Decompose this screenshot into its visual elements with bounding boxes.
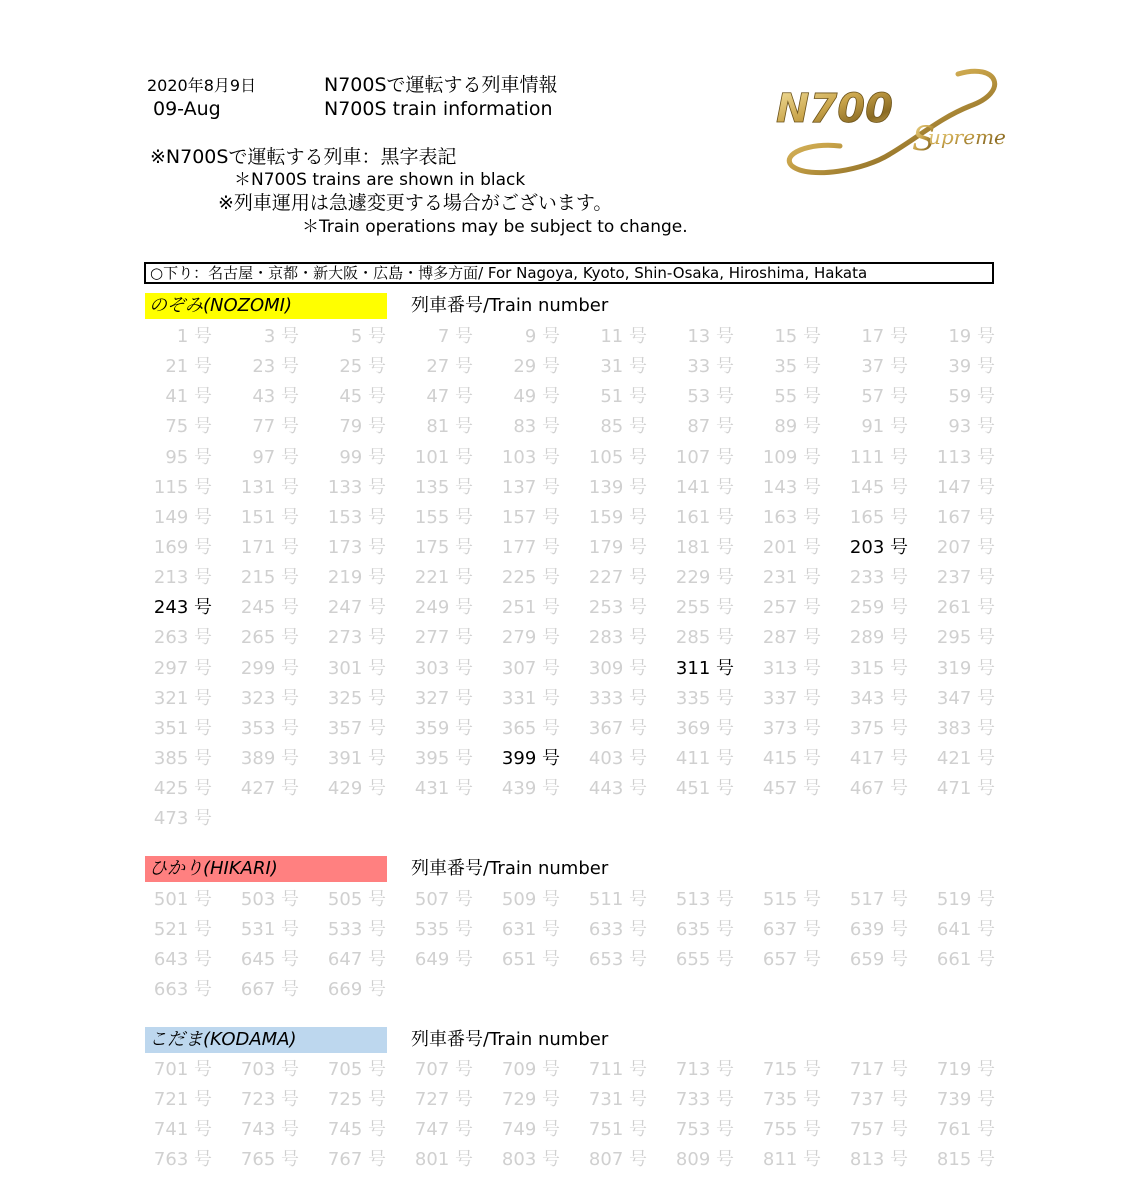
- train-number: 263 号: [153, 627, 212, 649]
- train-number: 27 号: [426, 356, 473, 378]
- train-number: 23 号: [252, 356, 299, 378]
- train-number: 663 号: [153, 979, 212, 1001]
- train-grid-kodama: [140, 1057, 1010, 1178]
- train-row: [140, 716, 1010, 746]
- train-number: 49 号: [513, 386, 560, 408]
- train-number: 411 号: [675, 747, 734, 769]
- train-number: 37 号: [861, 356, 908, 378]
- train-number: 133 号: [327, 476, 386, 498]
- train-number: 265 号: [240, 627, 299, 649]
- train-number: 277 号: [414, 627, 473, 649]
- train-number: 373 号: [762, 717, 821, 739]
- train-row: [140, 887, 1010, 917]
- train-number: 83 号: [513, 416, 560, 438]
- train-number-header-kodama: 列車番号/Train number: [411, 1029, 609, 1050]
- train-number-n700s: 399 号: [501, 747, 560, 769]
- train-row: [140, 354, 1010, 384]
- train-number: 645 号: [240, 949, 299, 971]
- svg-text:S: S: [912, 119, 936, 159]
- train-number: 503 号: [240, 889, 299, 910]
- train-number: 375 号: [849, 717, 908, 739]
- train-number: 135 号: [414, 476, 473, 498]
- train-number: 323 号: [240, 687, 299, 709]
- train-row: [140, 947, 1010, 977]
- train-number: 639 号: [849, 919, 908, 941]
- train-number: 39 号: [948, 356, 995, 378]
- train-number: 157 号: [501, 506, 560, 528]
- train-number: 35 号: [774, 356, 821, 378]
- train-number: 299 号: [240, 657, 299, 679]
- train-number: 809 号: [675, 1149, 734, 1171]
- train-number: 761 号: [936, 1119, 995, 1141]
- train-number: 443 号: [588, 778, 647, 800]
- train-number: 631 号: [501, 919, 560, 941]
- train-number: 439 号: [501, 778, 560, 800]
- train-number: 139 号: [588, 476, 647, 498]
- date-en: 09-Aug: [153, 98, 221, 120]
- train-number: 95 号: [165, 446, 212, 468]
- train-number: 79 号: [339, 416, 386, 438]
- train-number: 131 号: [240, 476, 299, 498]
- train-number: 109 号: [762, 446, 821, 468]
- train-number: 91 号: [861, 416, 908, 438]
- train-number: 515 号: [762, 889, 821, 910]
- train-number: 427 号: [240, 778, 299, 800]
- train-number: 43 号: [252, 386, 299, 408]
- train-number: 225 号: [501, 567, 560, 589]
- train-number: 647 号: [327, 949, 386, 971]
- train-row: [140, 625, 1010, 655]
- train-number: 467 号: [849, 778, 908, 800]
- train-number: 47 号: [426, 386, 473, 408]
- train-number: 143 号: [762, 476, 821, 498]
- train-number: 711 号: [588, 1059, 647, 1080]
- train-row: [140, 505, 1010, 535]
- train-number: 803 号: [501, 1149, 560, 1171]
- train-number: 813 号: [849, 1149, 908, 1171]
- train-number: 457 号: [762, 778, 821, 800]
- train-row: [140, 535, 1010, 565]
- train-number: 111 号: [849, 446, 908, 468]
- train-number: 249 号: [414, 597, 473, 619]
- train-row: [140, 686, 1010, 716]
- train-number: 41 号: [165, 386, 212, 408]
- n700-supreme-logo: [770, 62, 1020, 182]
- train-number: 1 号: [176, 326, 212, 347]
- train-number: 17 号: [861, 326, 908, 347]
- train-number: 247 号: [327, 597, 386, 619]
- train-number: 89 号: [774, 416, 821, 438]
- train-number: 221 号: [414, 567, 473, 589]
- train-number: 149 号: [153, 506, 212, 528]
- train-number: 261 号: [936, 597, 995, 619]
- section-label-kodama: こだま(KODAMA): [145, 1027, 387, 1053]
- train-number: 257 号: [762, 597, 821, 619]
- train-number: 165 号: [849, 506, 908, 528]
- train-number: 429 号: [327, 778, 386, 800]
- train-number: 173 号: [327, 536, 386, 558]
- train-number: 13 号: [687, 326, 734, 347]
- train-number: 719 号: [936, 1059, 995, 1080]
- train-number: 279 号: [501, 627, 560, 649]
- train-number: 521 号: [153, 919, 212, 941]
- train-number: 431 号: [414, 778, 473, 800]
- train-number: 403 号: [588, 747, 647, 769]
- train-number: 335 号: [675, 687, 734, 709]
- train-number: 259 号: [849, 597, 908, 619]
- train-row: [140, 806, 1010, 836]
- train-number: 163 号: [762, 506, 821, 528]
- train-row: [140, 324, 1010, 354]
- train-number: 667 号: [240, 979, 299, 1001]
- train-number: 751 号: [588, 1119, 647, 1141]
- train-number: 703 号: [240, 1059, 299, 1080]
- train-number: 389 号: [240, 747, 299, 769]
- train-number: 763 号: [153, 1149, 212, 1171]
- train-number: 153 号: [327, 506, 386, 528]
- train-number: 113 号: [936, 446, 995, 468]
- train-number: 383 号: [936, 717, 995, 739]
- train-row: [140, 1057, 1010, 1087]
- section-label-nozomi: のぞみ(NOZOMI): [145, 293, 387, 319]
- train-row: [140, 656, 1010, 686]
- train-number: 641 号: [936, 919, 995, 941]
- train-number: 367 号: [588, 717, 647, 739]
- train-number: 739 号: [936, 1089, 995, 1111]
- train-number: 115 号: [153, 476, 212, 498]
- train-number: 231 号: [762, 567, 821, 589]
- train-number: 321 号: [153, 687, 212, 709]
- note-black-trains-jp: ※N700Sで運転する列車：黒字表記: [150, 146, 457, 168]
- train-number: 721 号: [153, 1089, 212, 1111]
- direction-banner: ○下り：名古屋・京都・新大阪・広島・博多方面/ For Nagoya, Kyoto, Shin-Osaka, Hiroshima, Hakata: [144, 262, 994, 284]
- train-number: 765 号: [240, 1149, 299, 1171]
- train-row: [140, 595, 1010, 625]
- train-number: 801 号: [414, 1149, 473, 1171]
- train-row: [140, 917, 1010, 947]
- train-number: 517 号: [849, 889, 908, 910]
- train-number-n700s: 243 号: [153, 597, 212, 619]
- train-row: [140, 746, 1010, 776]
- train-number: 81 号: [426, 416, 473, 438]
- train-number-n700s: 311 号: [675, 657, 734, 679]
- train-grid-nozomi: [140, 324, 1010, 836]
- train-number: 705 号: [327, 1059, 386, 1080]
- train-number: 301 号: [327, 657, 386, 679]
- train-number: 295 号: [936, 627, 995, 649]
- train-number: 395 号: [414, 747, 473, 769]
- train-number: 365 号: [501, 717, 560, 739]
- train-number: 357 号: [327, 717, 386, 739]
- train-number: 177 号: [501, 536, 560, 558]
- train-number: 207 号: [936, 536, 995, 558]
- train-number: 755 号: [762, 1119, 821, 1141]
- train-number: 29 号: [513, 356, 560, 378]
- train-number: 733 号: [675, 1089, 734, 1111]
- train-number: 5 号: [350, 326, 386, 347]
- train-number: 649 号: [414, 949, 473, 971]
- train-number: 669 号: [327, 979, 386, 1001]
- train-number: 283 号: [588, 627, 647, 649]
- svg-text:N700: N700: [776, 86, 893, 132]
- train-number: 25 号: [339, 356, 386, 378]
- train-number: 297 号: [153, 657, 212, 679]
- train-number: 273 号: [327, 627, 386, 649]
- train-number: 155 号: [414, 506, 473, 528]
- train-number: 735 号: [762, 1089, 821, 1111]
- train-number: 31 号: [600, 356, 647, 378]
- train-number: 337 号: [762, 687, 821, 709]
- train-number: 701 号: [153, 1059, 212, 1080]
- train-number: 535 号: [414, 919, 473, 941]
- train-number: 327 号: [414, 687, 473, 709]
- page-title-en: N700S train information: [324, 98, 553, 120]
- train-number: 289 号: [849, 627, 908, 649]
- train-number: 55 号: [774, 386, 821, 408]
- train-number: 161 号: [675, 506, 734, 528]
- train-number: 353 号: [240, 717, 299, 739]
- train-number: 179 号: [588, 536, 647, 558]
- train-number: 59 号: [948, 386, 995, 408]
- train-number: 229 号: [675, 567, 734, 589]
- train-number: 727 号: [414, 1089, 473, 1111]
- train-number: 807 号: [588, 1149, 647, 1171]
- train-number: 227 号: [588, 567, 647, 589]
- train-number: 417 号: [849, 747, 908, 769]
- train-number: 343 号: [849, 687, 908, 709]
- train-number: 657 号: [762, 949, 821, 971]
- train-number: 175 号: [414, 536, 473, 558]
- page-title-jp: N700Sで運転する列車情報: [324, 74, 558, 96]
- train-number: 651 号: [501, 949, 560, 971]
- train-number: 303 号: [414, 657, 473, 679]
- train-row: [140, 445, 1010, 475]
- train-number: 287 号: [762, 627, 821, 649]
- train-number: 717 号: [849, 1059, 908, 1080]
- train-number: 767 号: [327, 1149, 386, 1171]
- train-number: 725 号: [327, 1089, 386, 1111]
- train-number: 245 号: [240, 597, 299, 619]
- train-number: 219 号: [327, 567, 386, 589]
- train-number: 137 号: [501, 476, 560, 498]
- train-number: 45 号: [339, 386, 386, 408]
- train-row: [140, 1147, 1010, 1177]
- train-row: [140, 384, 1010, 414]
- train-number: 741 号: [153, 1119, 212, 1141]
- train-number: 213 号: [153, 567, 212, 589]
- train-number: 101 号: [414, 446, 473, 468]
- train-number: 359 号: [414, 717, 473, 739]
- train-number: 87 号: [687, 416, 734, 438]
- train-number: 811 号: [762, 1149, 821, 1171]
- train-number: 151 号: [240, 506, 299, 528]
- train-number: 653 号: [588, 949, 647, 971]
- svg-text:upreme: upreme: [928, 125, 1006, 149]
- train-number: 385 号: [153, 747, 212, 769]
- train-row: [140, 1087, 1010, 1117]
- train-number: 659 号: [849, 949, 908, 971]
- train-number: 347 号: [936, 687, 995, 709]
- train-number: 731 号: [588, 1089, 647, 1111]
- train-number-header-nozomi: 列車番号/Train number: [411, 295, 609, 316]
- train-number: 159 号: [588, 506, 647, 528]
- train-row: [140, 1117, 1010, 1147]
- train-number: 513 号: [675, 889, 734, 910]
- train-number: 325 号: [327, 687, 386, 709]
- train-number: 509 号: [501, 889, 560, 910]
- train-number: 145 号: [849, 476, 908, 498]
- train-number: 167 号: [936, 506, 995, 528]
- train-number: 471 号: [936, 778, 995, 800]
- train-number: 745 号: [327, 1119, 386, 1141]
- train-row: [140, 565, 1010, 595]
- train-number: 633 号: [588, 919, 647, 941]
- train-number: 93 号: [948, 416, 995, 438]
- train-number: 307 号: [501, 657, 560, 679]
- train-number: 169 号: [153, 536, 212, 558]
- train-number: 11 号: [600, 326, 647, 347]
- date-jp: 2020年8月9日: [147, 76, 257, 95]
- train-number: 709 号: [501, 1059, 560, 1080]
- train-number: 369 号: [675, 717, 734, 739]
- train-number: 391 号: [327, 747, 386, 769]
- train-number: 743 号: [240, 1119, 299, 1141]
- train-number: 635 号: [675, 919, 734, 941]
- train-number: 505 号: [327, 889, 386, 910]
- train-number: 715 号: [762, 1059, 821, 1080]
- train-row: [140, 414, 1010, 444]
- train-number: 661 号: [936, 949, 995, 971]
- train-number: 319 号: [936, 657, 995, 679]
- train-number: 215 号: [240, 567, 299, 589]
- train-number: 201 号: [762, 536, 821, 558]
- train-number: 85 号: [600, 416, 647, 438]
- train-number: 637 号: [762, 919, 821, 941]
- train-number: 451 号: [675, 778, 734, 800]
- train-number: 421 号: [936, 747, 995, 769]
- train-number: 285 号: [675, 627, 734, 649]
- train-number: 251 号: [501, 597, 560, 619]
- train-number: 815 号: [936, 1149, 995, 1171]
- train-number: 425 号: [153, 778, 212, 800]
- train-number: 643 号: [153, 949, 212, 971]
- train-number: 533 号: [327, 919, 386, 941]
- train-number: 519 号: [936, 889, 995, 910]
- train-number: 105 号: [588, 446, 647, 468]
- train-number: 57 号: [861, 386, 908, 408]
- train-number: 707 号: [414, 1059, 473, 1080]
- train-number: 315 号: [849, 657, 908, 679]
- train-number: 15 号: [774, 326, 821, 347]
- train-row: [140, 977, 1010, 1007]
- train-number: 181 号: [675, 536, 734, 558]
- train-number: 141 号: [675, 476, 734, 498]
- train-number: 171 号: [240, 536, 299, 558]
- train-number: 747 号: [414, 1119, 473, 1141]
- train-number: 97 号: [252, 446, 299, 468]
- train-number: 313 号: [762, 657, 821, 679]
- train-grid-hikari: [140, 887, 1010, 1008]
- train-number-n700s: 203 号: [849, 536, 908, 558]
- train-number: 415 号: [762, 747, 821, 769]
- train-number: 255 号: [675, 597, 734, 619]
- train-number: 233 号: [849, 567, 908, 589]
- train-number: 331 号: [501, 687, 560, 709]
- train-number: 99 号: [339, 446, 386, 468]
- train-number: 3 号: [263, 326, 299, 347]
- train-number: 253 号: [588, 597, 647, 619]
- train-number: 749 号: [501, 1119, 560, 1141]
- train-number: 9 号: [524, 326, 560, 347]
- train-row: [140, 776, 1010, 806]
- train-number: 237 号: [936, 567, 995, 589]
- train-number: 75 号: [165, 416, 212, 438]
- train-number: 531 号: [240, 919, 299, 941]
- train-number: 51 号: [600, 386, 647, 408]
- train-number: 757 号: [849, 1119, 908, 1141]
- train-number: 501 号: [153, 889, 212, 910]
- train-number: 33 号: [687, 356, 734, 378]
- train-number: 713 号: [675, 1059, 734, 1080]
- train-number-header-hikari: 列車番号/Train number: [411, 858, 609, 879]
- train-number: 729 号: [501, 1089, 560, 1111]
- train-number: 511 号: [588, 889, 647, 910]
- note-change-en: ＊Train operations may be subject to change.: [302, 217, 688, 237]
- train-number: 473 号: [153, 808, 212, 830]
- train-number: 147 号: [936, 476, 995, 498]
- note-black-trains-en: ＊N700S trains are shown in black: [234, 170, 526, 190]
- train-number: 351 号: [153, 717, 212, 739]
- train-number: 21 号: [165, 356, 212, 378]
- train-number: 309 号: [588, 657, 647, 679]
- train-number: 77 号: [252, 416, 299, 438]
- train-row: [140, 475, 1010, 505]
- train-number: 53 号: [687, 386, 734, 408]
- train-number: 753 号: [675, 1119, 734, 1141]
- train-number: 333 号: [588, 687, 647, 709]
- train-number: 103 号: [501, 446, 560, 468]
- train-number: 7 号: [437, 326, 473, 347]
- train-number: 723 号: [240, 1089, 299, 1111]
- note-change-jp: ※列車運用は急遽変更する場合がございます。: [218, 192, 613, 214]
- train-number: 737 号: [849, 1089, 908, 1111]
- train-number: 107 号: [675, 446, 734, 468]
- train-number: 19 号: [948, 326, 995, 347]
- section-label-hikari: ひかり(HIKARI): [145, 856, 387, 882]
- train-number: 507 号: [414, 889, 473, 910]
- train-number: 655 号: [675, 949, 734, 971]
